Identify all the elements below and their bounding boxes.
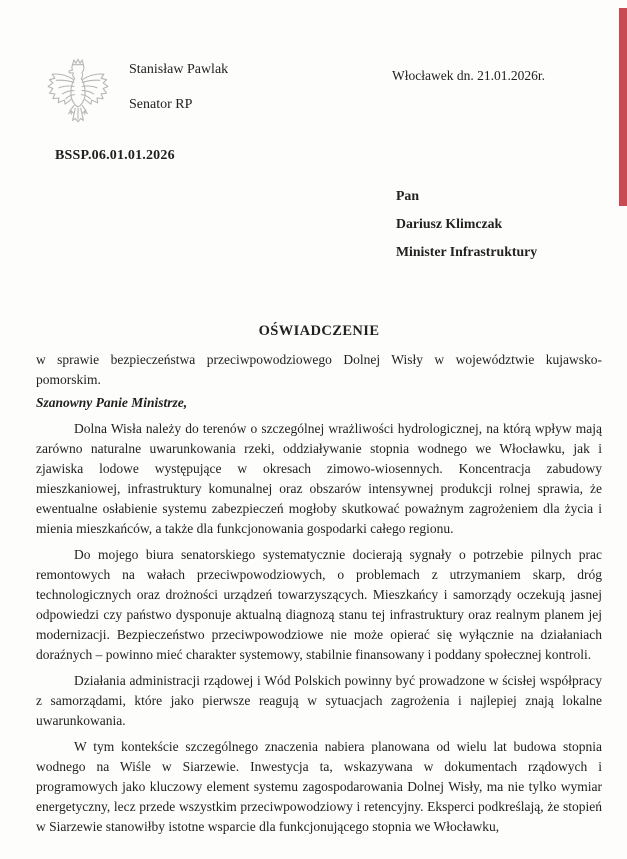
recipient-salutation: Pan [396,188,419,203]
document-subject: w sprawie bezpieczeństwa przeciwpowodziowego Dolnej Wisły w województwie kujawsko-pomorskim. [36,352,602,387]
recipient-name: Dariusz Klimczak [396,216,503,231]
red-edge-stripe [619,8,627,206]
paragraph-4: W tym kontekście szczególnego znaczenia nabiera planowana od wielu lat budowa stopnia wodnego na Wiśle w Siarzewie. Inwestycja ta, wskazywana w dokumentach rządowych i programowych jako kluczowy element systemu zagospodarowania Dolnej Wisły, ma nie tylko wymiar energetyczny, lecz przede wszystkim przeciwpowodziowy i retencyjny. Eksperci podkreślają, że stopień w Siarzewie stanowiłby istotne wsparcie dla funkcjonującego stopnia we Włocławku, [36,739,602,834]
recipient-title: Minister Infrastruktury [396,244,538,259]
sender-name: Stanisław Pawlak [129,62,229,77]
paragraph-2: Do mojego biura senatorskiego systematycznie docierają sygnały o potrzebie pilnych prac remontowych na wałach przeciwpowodziowych, o problemach z utrzymaniem skarp, dróg technologicznych oraz drożności urządzeń towarzyszących. Mieszkańcy i samorządy oczekują jasnej odpowiedzi czy państwo dysponuje aktualną diagnozą stanu tej infrastruktury oraz realnym planem jej modernizacji. Bezpieczeństwo przeciwpowodziowe nie może opierać się wyłącznie na działaniach doraźnych – powinno mieć charakter systemowy, stabilnie finansowany i poddany społecznej kontroli. [36,547,602,662]
reference-number: BSSP.06.01.01.2026 [55,148,175,163]
paragraph-1: Dolna Wisła należy do terenów o szczególnej wrażliwości hydrologicznej, na którą wpływ mają zarówno naturalne uwarunkowania rzeki, oddziaływanie stopnia wodnego we Włocławku, jak i zjawiska lodowe występujące w okresach zimowo-wiosennych. Koncentracja zabudowy mieszkaniowej, infrastruktury komunalnej oraz obszarów intensywnej produkcji rolnej sprawia, że ewentualne osłabienie systemu zabezpieczeń mogłoby skutkować poważnym zagrożeniem dla życia i mienia mieszkańców, a także dla funkcjonowania gospodarki całego regionu. [36,421,602,536]
place-and-date: Włocławek dn. 21.01.2026r. [392,68,545,83]
greeting-line: Szanowny Panie Ministrze, [36,395,188,410]
paragraph-3: Działania administracji rządowej i Wód Polskich powinny być prowadzone w ścisłej współpracy z samorządami, które jako pierwsze reagują w sytuacjach zagrożenia i najlepiej znają lokalne uwarunkowania. [36,673,602,728]
polish-eagle-icon [44,56,112,138]
sender-title: Senator RP [129,97,193,112]
letter-body [36,321,602,837]
sender-block [129,62,228,113]
document-title: OŚWIADCZENIE [258,323,380,339]
recipient-block [396,182,537,266]
